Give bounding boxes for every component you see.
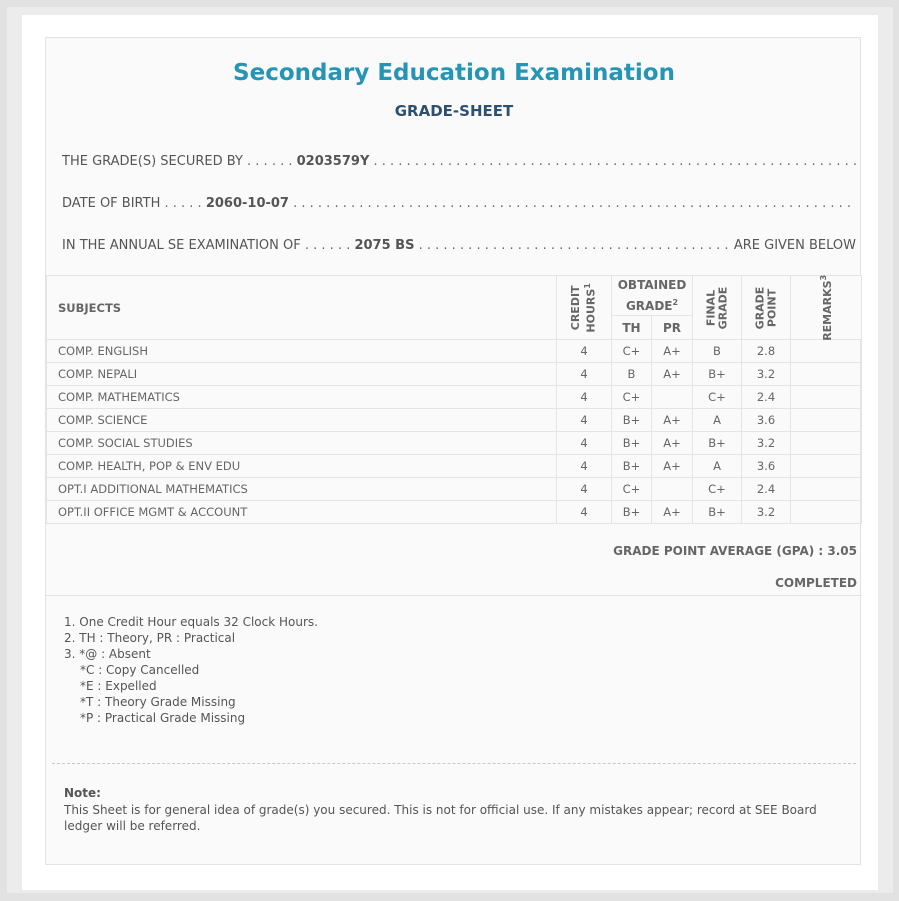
dob-label: DATE OF BIRTH bbox=[62, 195, 161, 211]
page-frame bbox=[7, 7, 893, 893]
grade-point-cell: 3.6 bbox=[742, 455, 791, 478]
result-status: COMPLETED bbox=[775, 576, 857, 590]
th-header: TH bbox=[612, 316, 652, 340]
remarks-cell bbox=[791, 340, 862, 363]
credit-cell: 4 bbox=[557, 455, 612, 478]
gpa-label: GRADE POINT AVERAGE (GPA) : bbox=[613, 544, 824, 558]
pr-grade-cell bbox=[652, 386, 693, 409]
symbol-number: 0203579Y bbox=[296, 153, 370, 169]
final-grade-header bbox=[693, 276, 742, 340]
table-row bbox=[47, 363, 862, 386]
exam-line: IN THE ANNUAL SE EXAMINATION OF . . . . . . 2075 BS . . . ARE GIVEN BELOW bbox=[62, 235, 856, 255]
grade-point-cell: 3.6 bbox=[742, 409, 791, 432]
footnote: *P : Practical Grade Missing bbox=[80, 711, 246, 725]
footnote: 3. *@ : Absent bbox=[64, 647, 151, 661]
final-grade-cell: B+ bbox=[693, 432, 742, 455]
footnote: 2. TH : Theory, PR : Practical bbox=[64, 631, 236, 645]
grade-point-cell: 3.2 bbox=[742, 363, 791, 386]
credit-hours-header-text: CREDIT HOURS$^1$ bbox=[569, 282, 598, 333]
subject-cell: COMP. NEPALI bbox=[47, 363, 557, 386]
pr-grade-cell: A+ bbox=[652, 363, 693, 386]
th-grade-cell: C+ bbox=[612, 340, 652, 363]
remarks-header bbox=[791, 276, 862, 340]
credit-cell: 4 bbox=[557, 501, 612, 524]
grades-table bbox=[46, 275, 862, 524]
table-row bbox=[47, 432, 862, 455]
secured-by-line: THE GRADE(S) SECURED BY . . . . . . 0203579Y . . . bbox=[62, 151, 856, 171]
footnote: *E : Expelled bbox=[80, 679, 157, 693]
grade-point-cell: 3.2 bbox=[742, 432, 791, 455]
pr-grade-cell: A+ bbox=[652, 340, 693, 363]
grade-rows bbox=[47, 340, 862, 524]
grade-point-header bbox=[742, 276, 791, 340]
th-grade-cell: B bbox=[612, 363, 652, 386]
subject-cell: COMP. SCIENCE bbox=[47, 409, 557, 432]
exam-label: IN THE ANNUAL SE EXAMINATION OF bbox=[62, 237, 301, 253]
remarks-cell bbox=[791, 455, 862, 478]
grade-point-cell: 2.4 bbox=[742, 478, 791, 501]
table-row bbox=[47, 501, 862, 524]
final-grade-header-text: FINAL GRADE bbox=[703, 286, 729, 329]
subject-cell: OPT.I ADDITIONAL MATHEMATICS bbox=[47, 478, 557, 501]
obtained-grade-header: OBTAINED GRADE$^2$ bbox=[612, 276, 693, 316]
credit-cell: 4 bbox=[557, 363, 612, 386]
credit-cell: 4 bbox=[557, 386, 612, 409]
final-grade-cell: C+ bbox=[693, 386, 742, 409]
subject-cell: COMP. SOCIAL STUDIES bbox=[47, 432, 557, 455]
subjects-header: SUBJECTS bbox=[47, 276, 557, 340]
final-grade-cell: A bbox=[693, 409, 742, 432]
credit-cell: 4 bbox=[557, 478, 612, 501]
remarks-cell bbox=[791, 386, 862, 409]
remarks-cell bbox=[791, 432, 862, 455]
credit-hours-header bbox=[557, 276, 612, 340]
footnote: *T : Theory Grade Missing bbox=[80, 695, 236, 709]
exam-year: 2075 BS bbox=[354, 237, 415, 253]
grade-point-cell: 2.8 bbox=[742, 340, 791, 363]
credit-cell: 4 bbox=[557, 432, 612, 455]
remarks-cell bbox=[791, 363, 862, 386]
exam-tail: ARE GIVEN BELOW bbox=[733, 237, 856, 253]
credit-cell: 4 bbox=[557, 409, 612, 432]
note-text: This Sheet is for general idea of grade(s) you secured. This is not for official use. If any mistakes appear; record at SEE Board ledger will be referred. bbox=[64, 803, 817, 833]
exam-title: Secondary Education Examination bbox=[233, 60, 675, 86]
subject-cell: OPT.II OFFICE MGMT & ACCOUNT bbox=[47, 501, 557, 524]
th-grade-cell: B+ bbox=[612, 409, 652, 432]
remarks-header-text: REMARKS$^3$ bbox=[819, 274, 834, 341]
th-grade-cell: B+ bbox=[612, 455, 652, 478]
final-grade-cell: A bbox=[693, 455, 742, 478]
table-row bbox=[47, 340, 862, 363]
table-row bbox=[47, 386, 862, 409]
subject-cell: COMP. MATHEMATICS bbox=[47, 386, 557, 409]
table-row bbox=[47, 409, 862, 432]
credit-cell: 4 bbox=[557, 340, 612, 363]
subject-cell: COMP. ENGLISH bbox=[47, 340, 557, 363]
th-grade-cell: B+ bbox=[612, 501, 652, 524]
note-title: Note: bbox=[64, 786, 101, 800]
final-grade-cell: B+ bbox=[693, 501, 742, 524]
table-row bbox=[47, 478, 862, 501]
grade-point-cell: 3.2 bbox=[742, 501, 791, 524]
divider bbox=[46, 595, 862, 596]
remarks-cell bbox=[791, 478, 862, 501]
th-grade-cell: C+ bbox=[612, 478, 652, 501]
pr-grade-cell: A+ bbox=[652, 409, 693, 432]
gpa-line bbox=[613, 544, 857, 558]
pr-grade-cell: A+ bbox=[652, 501, 693, 524]
footnote: *C : Copy Cancelled bbox=[80, 663, 200, 677]
remarks-cell bbox=[791, 409, 862, 432]
pr-grade-cell: A+ bbox=[652, 432, 693, 455]
pr-grade-cell: A+ bbox=[652, 455, 693, 478]
dob-line: DATE OF BIRTH . . . . . 2060-10-07 . . . bbox=[62, 193, 856, 213]
remarks-cell bbox=[791, 501, 862, 524]
pr-header: PR bbox=[652, 316, 693, 340]
table-header-row bbox=[47, 276, 862, 316]
final-grade-cell: C+ bbox=[693, 478, 742, 501]
pr-grade-cell bbox=[652, 478, 693, 501]
footnotes bbox=[64, 614, 318, 726]
sheet-subtitle: GRADE-SHEET bbox=[394, 102, 514, 120]
grade-point-cell: 2.4 bbox=[742, 386, 791, 409]
grade-sheet bbox=[45, 37, 861, 865]
th-grade-cell: B+ bbox=[612, 432, 652, 455]
paper bbox=[22, 15, 878, 890]
table-row bbox=[47, 455, 862, 478]
date-of-birth: 2060-10-07 bbox=[205, 195, 289, 211]
final-grade-cell: B bbox=[693, 340, 742, 363]
final-grade-cell: B+ bbox=[693, 363, 742, 386]
footnote: 1. One Credit Hour equals 32 Clock Hours. bbox=[64, 615, 318, 629]
gpa-value: 3.05 bbox=[827, 544, 857, 558]
secured-by-label: THE GRADE(S) SECURED BY bbox=[62, 153, 243, 169]
grade-point-header-text: GRADE POINT bbox=[752, 286, 778, 329]
subject-cell: COMP. HEALTH, POP & ENV EDU bbox=[47, 455, 557, 478]
th-grade-cell: C+ bbox=[612, 386, 652, 409]
dashed-divider bbox=[52, 763, 856, 764]
